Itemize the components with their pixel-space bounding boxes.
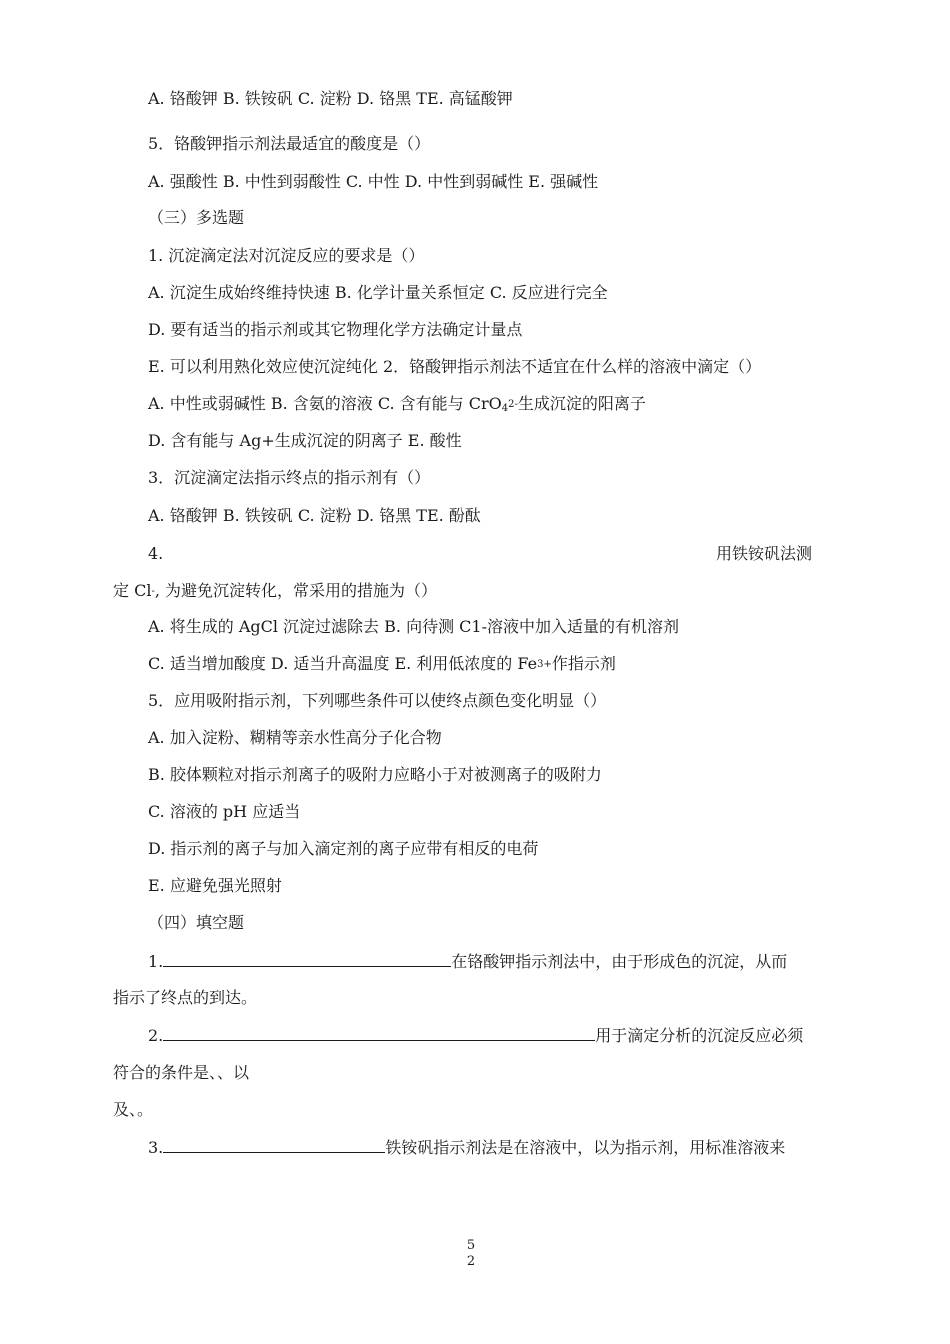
option-line: E. 可以利用熟化效应使沉淀纯化 2．铬酸钾指示剂法不适宜在什么样的溶液中滴定（）	[148, 357, 762, 376]
option-text: 作指示剂	[551, 654, 616, 673]
subscript: 4	[501, 403, 509, 414]
question-number: 3.	[148, 1138, 164, 1157]
question-line: 5．应用吸附指示剂，下列哪些条件可以使终点颜色变化明显（）	[148, 691, 607, 710]
option-line: A. 沉淀生成始终维持快速 B. 化学计量关系恒定 C. 反应进行完全	[148, 283, 608, 302]
option-text: A. 中性或弱碱性 B. 含氨的溶液 C. 含有能与 CrO	[148, 394, 502, 413]
fill-blank-line	[148, 1024, 803, 1047]
question-line: 及、。	[113, 1100, 154, 1119]
question-number: 1.	[148, 952, 164, 971]
page-number-top: 5	[466, 1238, 476, 1253]
option-text: C. 适当增加酸度 D. 适当升高温度 E. 利用低浓度的 Fe	[148, 654, 538, 673]
question-line: 5．铬酸钾指示剂法最适宜的酸度是（）	[148, 134, 431, 153]
question-number: 2.	[148, 1026, 164, 1045]
question-text: 定 Cl	[113, 581, 152, 600]
option-text: 生成沉淀的阳离子	[517, 394, 646, 413]
superscript: 2-	[508, 399, 518, 410]
question-text: 用于滴定分析的沉淀反应必须	[595, 1026, 804, 1045]
page-number-bottom: 2	[466, 1254, 476, 1269]
option-line: A. 铬酸钾 B. 铁铵矾 C. 淀粉 D. 铬黑 TE. 酚酞	[148, 506, 481, 525]
option-line: A. 铬酸钾 B. 铁铵矾 C. 淀粉 D. 铬黑 TE. 高锰酸钾	[148, 89, 513, 108]
question-line: 用铁铵矾法测	[716, 544, 813, 563]
question-text: , 为避免沉淀转化，常采用的措施为（）	[154, 581, 438, 600]
question-number: 4.	[148, 544, 164, 563]
option-line: A. 加入淀粉、糊精等亲水性高分子化合物	[148, 728, 442, 747]
option-line: A. 强酸性 B. 中性到弱酸性 C. 中性 D. 中性到弱碱性 E. 强碱性	[148, 172, 599, 191]
answer-blank	[163, 1136, 385, 1153]
question-line: 指示了终点的到达。	[113, 988, 258, 1007]
option-line: B. 胶体颗粒对指示剂离子的吸附力应略小于对被测离子的吸附力	[148, 765, 602, 784]
option-line	[148, 653, 616, 678]
option-line: E. 应避免强光照射	[148, 876, 282, 895]
answer-blank	[163, 1024, 595, 1041]
option-line: D. 含有能与 Ag+生成沉淀的阴离子 E. 酸性	[148, 431, 462, 450]
option-line	[148, 393, 646, 418]
question-line: 1. 沉淀滴定法对沉淀反应的要求是（）	[148, 246, 425, 265]
superscript: -	[151, 586, 155, 597]
question-text: 铁铵矾指示剂法是在溶液中，以为指示剂，用标准溶液来	[385, 1138, 786, 1157]
fill-blank-line	[148, 950, 787, 973]
superscript: 3+	[537, 659, 552, 670]
section-heading: （四）填空题	[148, 913, 245, 932]
option-line: D. 指示剂的离子与加入滴定剂的离子应带有相反的电荷	[148, 839, 539, 858]
option-line: A. 将生成的 AgCl 沉淀过滤除去 B. 向待测 C1-溶液中加入适量的有机溶剂	[148, 617, 679, 636]
fill-blank-line	[148, 1136, 785, 1159]
question-line: 3．沉淀滴定法指示终点的指示剂有（）	[148, 468, 431, 487]
option-line: D. 要有适当的指示剂或其它物理化学方法确定计量点	[148, 320, 523, 339]
question-text: 在铬酸钾指示剂法中，由于形成色的沉淀，从而	[451, 952, 788, 971]
section-heading: （三）多选题	[148, 208, 245, 227]
option-line: C. 溶液的 pH 应适当	[148, 802, 301, 821]
question-line: 符合的条件是、、以	[113, 1063, 250, 1082]
answer-blank	[163, 950, 451, 967]
question-line	[113, 580, 437, 605]
